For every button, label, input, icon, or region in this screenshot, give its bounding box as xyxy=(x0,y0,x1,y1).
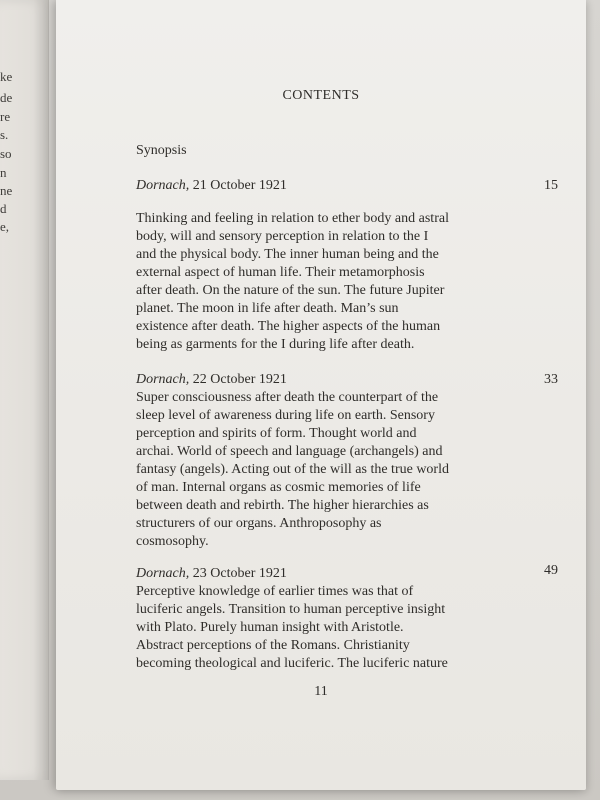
contents-entry xyxy=(136,563,558,673)
left-page-fragment: ke xyxy=(0,69,12,84)
entry-page-number: 49 xyxy=(544,563,558,578)
summary-line: body, will and sensory perception in relation to the I xyxy=(136,229,429,244)
summary-line: luciferic angels. Transition to human perceptive insight xyxy=(136,602,446,617)
page-title: CONTENTS xyxy=(282,88,360,103)
page-number: 11 xyxy=(314,684,328,699)
summary-line: cosmosophy. xyxy=(136,534,209,549)
summary-line: external aspect of human life. Their metamorphosis xyxy=(136,265,425,280)
entry-summary xyxy=(136,583,500,673)
summary-line: of man. Internal organs as cosmic memories of life xyxy=(136,480,421,495)
left-page-fragment: re xyxy=(0,109,11,124)
summary-line: structurers of our organs. Anthroposophy as xyxy=(136,516,382,531)
left-page-fragment: d xyxy=(0,201,7,216)
entry-heading xyxy=(136,177,558,195)
summary-line: being as garments for the I during life after death. xyxy=(136,337,415,352)
entry-place: Dornach, xyxy=(136,372,190,387)
summary-line: archai. World of speech and language (archangels) and xyxy=(136,444,443,459)
summary-line: Abstract perceptions of the Romans. Christianity xyxy=(136,638,410,653)
entry-heading xyxy=(136,371,558,389)
summary-line: Super consciousness after death the counterpart of the xyxy=(136,390,439,405)
entry-page-number: 15 xyxy=(544,178,558,193)
summary-line: with Plato. Purely human insight with Aristotle. xyxy=(136,620,404,635)
synopsis-label: Synopsis xyxy=(136,143,187,158)
entry-summary xyxy=(136,389,500,551)
summary-line: and the physical body. The inner human being and the xyxy=(136,247,439,262)
entry-summary xyxy=(136,210,500,354)
entry-date: 22 October 1921 xyxy=(192,372,287,387)
left-page-fragment: s. xyxy=(0,127,9,142)
left-page-fragment: ne xyxy=(0,183,12,198)
summary-line: between death and rebirth. The higher hierarchies as xyxy=(136,498,429,513)
entry-place: Dornach, xyxy=(136,178,190,193)
summary-line: fantasy (angels). Acting out of the will as the true world xyxy=(136,462,449,477)
entry-date: 23 October 1921 xyxy=(192,566,287,581)
contents-entry xyxy=(136,177,558,354)
left-page-fragment: n xyxy=(0,165,7,180)
contents-page xyxy=(56,0,586,790)
summary-line: becoming theological and luciferic. The luciferic nature xyxy=(136,656,448,671)
summary-line: perception and spirits of form. Thought world and xyxy=(136,426,417,441)
summary-line: after death. On the nature of the sun. The future Jupiter xyxy=(136,283,445,298)
summary-line: Thinking and feeling in relation to ether body and astral xyxy=(136,211,449,226)
entry-page-number: 33 xyxy=(544,372,558,387)
summary-line: Perceptive knowledge of earlier times was that of xyxy=(136,584,414,599)
contents-entry xyxy=(136,371,558,551)
summary-line: sleep level of awareness during life on earth. Sensory xyxy=(136,408,435,423)
left-page-fragment: de xyxy=(0,90,12,105)
left-page-fragment: so xyxy=(0,146,12,161)
entry-heading xyxy=(136,563,558,583)
entry-place: Dornach, xyxy=(136,566,190,581)
entry-date: 21 October 1921 xyxy=(192,178,287,193)
summary-line: existence after death. The higher aspects of the human xyxy=(136,319,441,334)
left-page-edge xyxy=(0,0,49,780)
summary-line: planet. The moon in life after death. Man’s sun xyxy=(136,301,399,316)
left-page-fragment: e, xyxy=(0,219,10,234)
